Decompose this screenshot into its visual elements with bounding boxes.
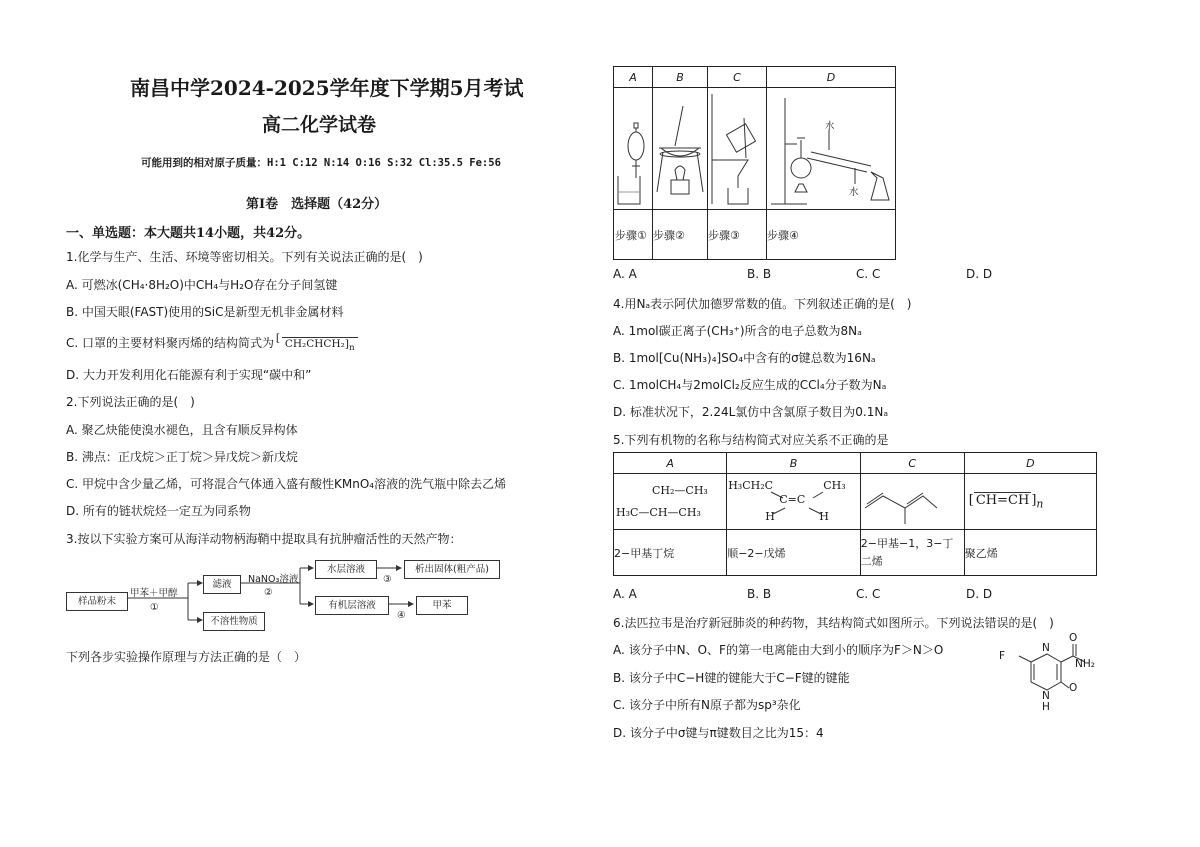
- q3-header-d: D: [767, 67, 896, 88]
- flow-aqueous-box: 水层溶液: [315, 560, 377, 579]
- q5-struct-c: [860, 474, 964, 530]
- atomic-masses: 可能用到的相对原子质量：H:1 C:12 N:14 O:16 S:32 Cl:35.5 Fe:56: [141, 157, 501, 169]
- flow-step3: ③: [383, 574, 392, 585]
- atom-o-ring: O: [1069, 682, 1078, 694]
- q4-option-d: D. 标准状况下，2.24L氯仿中含氯原子数目为0.1Nₐ: [613, 405, 889, 419]
- exam-subtitle: 高二化学试卷: [262, 114, 377, 136]
- q1-option-d: D. 大力开发利用化石能源有利于实现“碳中和”: [66, 368, 312, 382]
- q5-header-d: D: [964, 453, 1096, 474]
- atom-n-bottom: N: [1042, 690, 1050, 702]
- flow-filtrate-box: 滤液: [203, 575, 241, 594]
- q2-stem: 2.下列说法正确的是( ): [66, 395, 195, 409]
- struct-b-h-left: H: [765, 509, 775, 523]
- apparatus-c: [708, 88, 767, 210]
- favipiravir-structure: [995, 632, 1095, 713]
- flow-sample-box: 样品粉末: [66, 592, 128, 611]
- struct-a-top: CH₂—CH₃: [652, 483, 708, 497]
- q5-option-b: B. B: [747, 587, 772, 601]
- q5-name-b: 顺−2−戊烯: [727, 530, 861, 576]
- q4-option-b: B. 1mol[Cu(NH₃)₄]SO₄中含有的σ键总数为16Nₐ: [613, 351, 876, 365]
- q5-header-c: C: [860, 453, 964, 474]
- atom-h: H: [1042, 701, 1050, 713]
- struct-d-subscript: n: [1036, 497, 1044, 511]
- q1-option-b: B. 中国天眼(FAST)使用的SiC是新型无机非金属材料: [66, 305, 344, 319]
- q3-header-a: A: [614, 67, 653, 88]
- q3-step-4: 步骤④: [767, 210, 896, 260]
- q3-step-2: 步骤②: [653, 210, 708, 260]
- q5-option-c: C. C: [856, 587, 881, 601]
- q3-step-3: 步骤③: [708, 210, 767, 260]
- flow-reagent1: 甲苯＋甲醇: [130, 588, 178, 599]
- q2-option-a: A. 聚乙炔能使溴水褪色，且含有顺反异构体: [66, 423, 298, 437]
- q3-option-c: C. C: [856, 267, 881, 281]
- section-title: 一、单选题：本大题共14小题，共42分。: [66, 226, 311, 241]
- struct-b-bonds: [727, 476, 861, 528]
- struct-b-h-right: H: [819, 509, 829, 523]
- q5-table: [613, 452, 1097, 576]
- q5-struct-d: [ CH=CH ]$_n$: [964, 474, 1096, 530]
- q6-option-d: D. 该分子中σ键与π键数目之比为15：4: [613, 726, 824, 740]
- flow-insoluble-box: 不溶性物质: [203, 612, 265, 631]
- distillation-icon: [767, 88, 895, 206]
- struct-d-formula: CH=CH: [975, 492, 1030, 508]
- q3-option-a: A. A: [613, 267, 637, 281]
- struct-a-bottom: H₃C—CH—CH₃: [616, 505, 701, 519]
- atom-n-top: N: [1042, 642, 1050, 654]
- q3-apparatus-table: [613, 66, 896, 260]
- q3-step-1: 步骤①: [614, 210, 653, 260]
- q3-header-b: B: [653, 67, 708, 88]
- q5-struct-a: [614, 474, 727, 530]
- q5-option-a: A. A: [613, 587, 637, 601]
- water-in-label: 水: [849, 187, 859, 198]
- struct-b-center: C=C: [779, 492, 806, 506]
- q6-option-b: B. 该分子中C−H键的键能大于C−F键的键能: [613, 671, 850, 685]
- q6-stem: 6.法匹拉韦是治疗新冠肺炎的种药物，其结构简式如图所示。下列说法错误的是( ): [613, 616, 1054, 630]
- q6-option-a: A. 该分子中N、O、F的第一电离能由大到小的顺序为F＞N＞O: [613, 643, 944, 657]
- evaporating-dish-icon: [653, 88, 707, 206]
- q4-option-c: C. 1molCH₄与2molCl₂反应生成的CCl₄分子数为Nₐ: [613, 378, 887, 392]
- q5-header-b: B: [727, 453, 861, 474]
- polypropylene-subscript: n: [348, 343, 355, 354]
- q5-struct-b: [727, 474, 861, 530]
- flow-step2: ②: [264, 587, 273, 598]
- apparatus-a: [614, 88, 653, 210]
- q4-stem: 4.用Nₐ表示阿伏加德罗常数的值。下列叙述正确的是( ): [613, 297, 912, 311]
- q5-name-a: 2−甲基丁烷: [614, 530, 727, 576]
- flow-organic-box: 有机层溶液: [315, 596, 389, 615]
- separatory-funnel-icon: [614, 88, 652, 206]
- q2-option-c: C. 甲烷中含少量乙烯，可将混合气体通入盛有酸性KMnO₄溶液的洗气瓶中除去乙烯: [66, 477, 507, 491]
- q1-option-c-prefix: C. 口罩的主要材料聚丙烯的结构简式为: [66, 336, 275, 350]
- filtration-icon: [708, 88, 766, 206]
- q1-option-c: [66, 334, 358, 353]
- flow-toluene-box: 甲苯: [416, 596, 468, 615]
- q6-option-c: C. 该分子中所有N原子都为sp³杂化: [613, 698, 801, 712]
- q5-name-c: 2−甲基−1，3−丁二烯: [860, 530, 964, 576]
- q3-header-c: C: [708, 67, 767, 88]
- struct-b-right: CH₃: [823, 478, 846, 492]
- apparatus-d: [767, 88, 896, 210]
- flow-step1: ①: [150, 602, 159, 613]
- isoprene-skeletal-icon: [861, 474, 964, 526]
- q4-option-a: A. 1mol碳正离子(CH₃⁺)所含的电子总数为8Nₐ: [613, 324, 862, 338]
- q3-stem: 3.按以下实验方案可从海洋动物柄海鞘中提取具有抗肿瘤活性的天然产物：: [66, 532, 462, 546]
- struct-b-left: H₃CH₂C: [728, 478, 774, 492]
- q5-name-d: 聚乙烯: [964, 530, 1096, 576]
- part-title: 第Ⅰ卷 选择题（42分）: [246, 197, 388, 212]
- polypropylene-repeat-unit: CH₂CHCH₂: [284, 338, 345, 350]
- q2-option-d: D. 所有的链状烷烃一定互为同系物: [66, 504, 251, 518]
- apparatus-b: [653, 88, 708, 210]
- water-out-label: 水: [825, 121, 835, 132]
- flow-step4: ④: [397, 610, 406, 621]
- q3-question: 下列各步实验操作原理与方法正确的是（ ）: [66, 650, 307, 664]
- q1-stem: 1.化学与生产、生活、环境等密切相关。下列有关说法正确的是( ): [66, 250, 423, 264]
- atom-nh2: NH₂: [1075, 658, 1095, 670]
- q5-header-a: A: [614, 453, 727, 474]
- atom-f: F: [999, 650, 1006, 662]
- q3-option-b: B. B: [747, 267, 772, 281]
- q5-stem: 5.下列有机物的名称与结构简式对应关系不正确的是: [613, 433, 889, 447]
- flow-reagent2: NaNO₃溶液: [248, 574, 299, 585]
- atom-o-amide: O: [1069, 632, 1078, 644]
- polypropylene-formula: [ $CH_2CHCH_2]_n$: [282, 337, 358, 353]
- q2-option-b: B. 沸点：正戊烷＞正丁烷＞异戊烷＞新戊烷: [66, 450, 298, 464]
- q5-option-d: D. D: [966, 587, 993, 601]
- flow-crude-box: 析出固体(粗产品): [404, 560, 500, 579]
- q1-option-a: A. 可燃冰(CH₄·8H₂O)中CH₄与H₂O存在分子间氢键: [66, 278, 338, 292]
- q3-option-d: D. D: [966, 267, 993, 281]
- exam-title: 南昌中学2024-2025学年度下学期5月考试: [130, 76, 524, 100]
